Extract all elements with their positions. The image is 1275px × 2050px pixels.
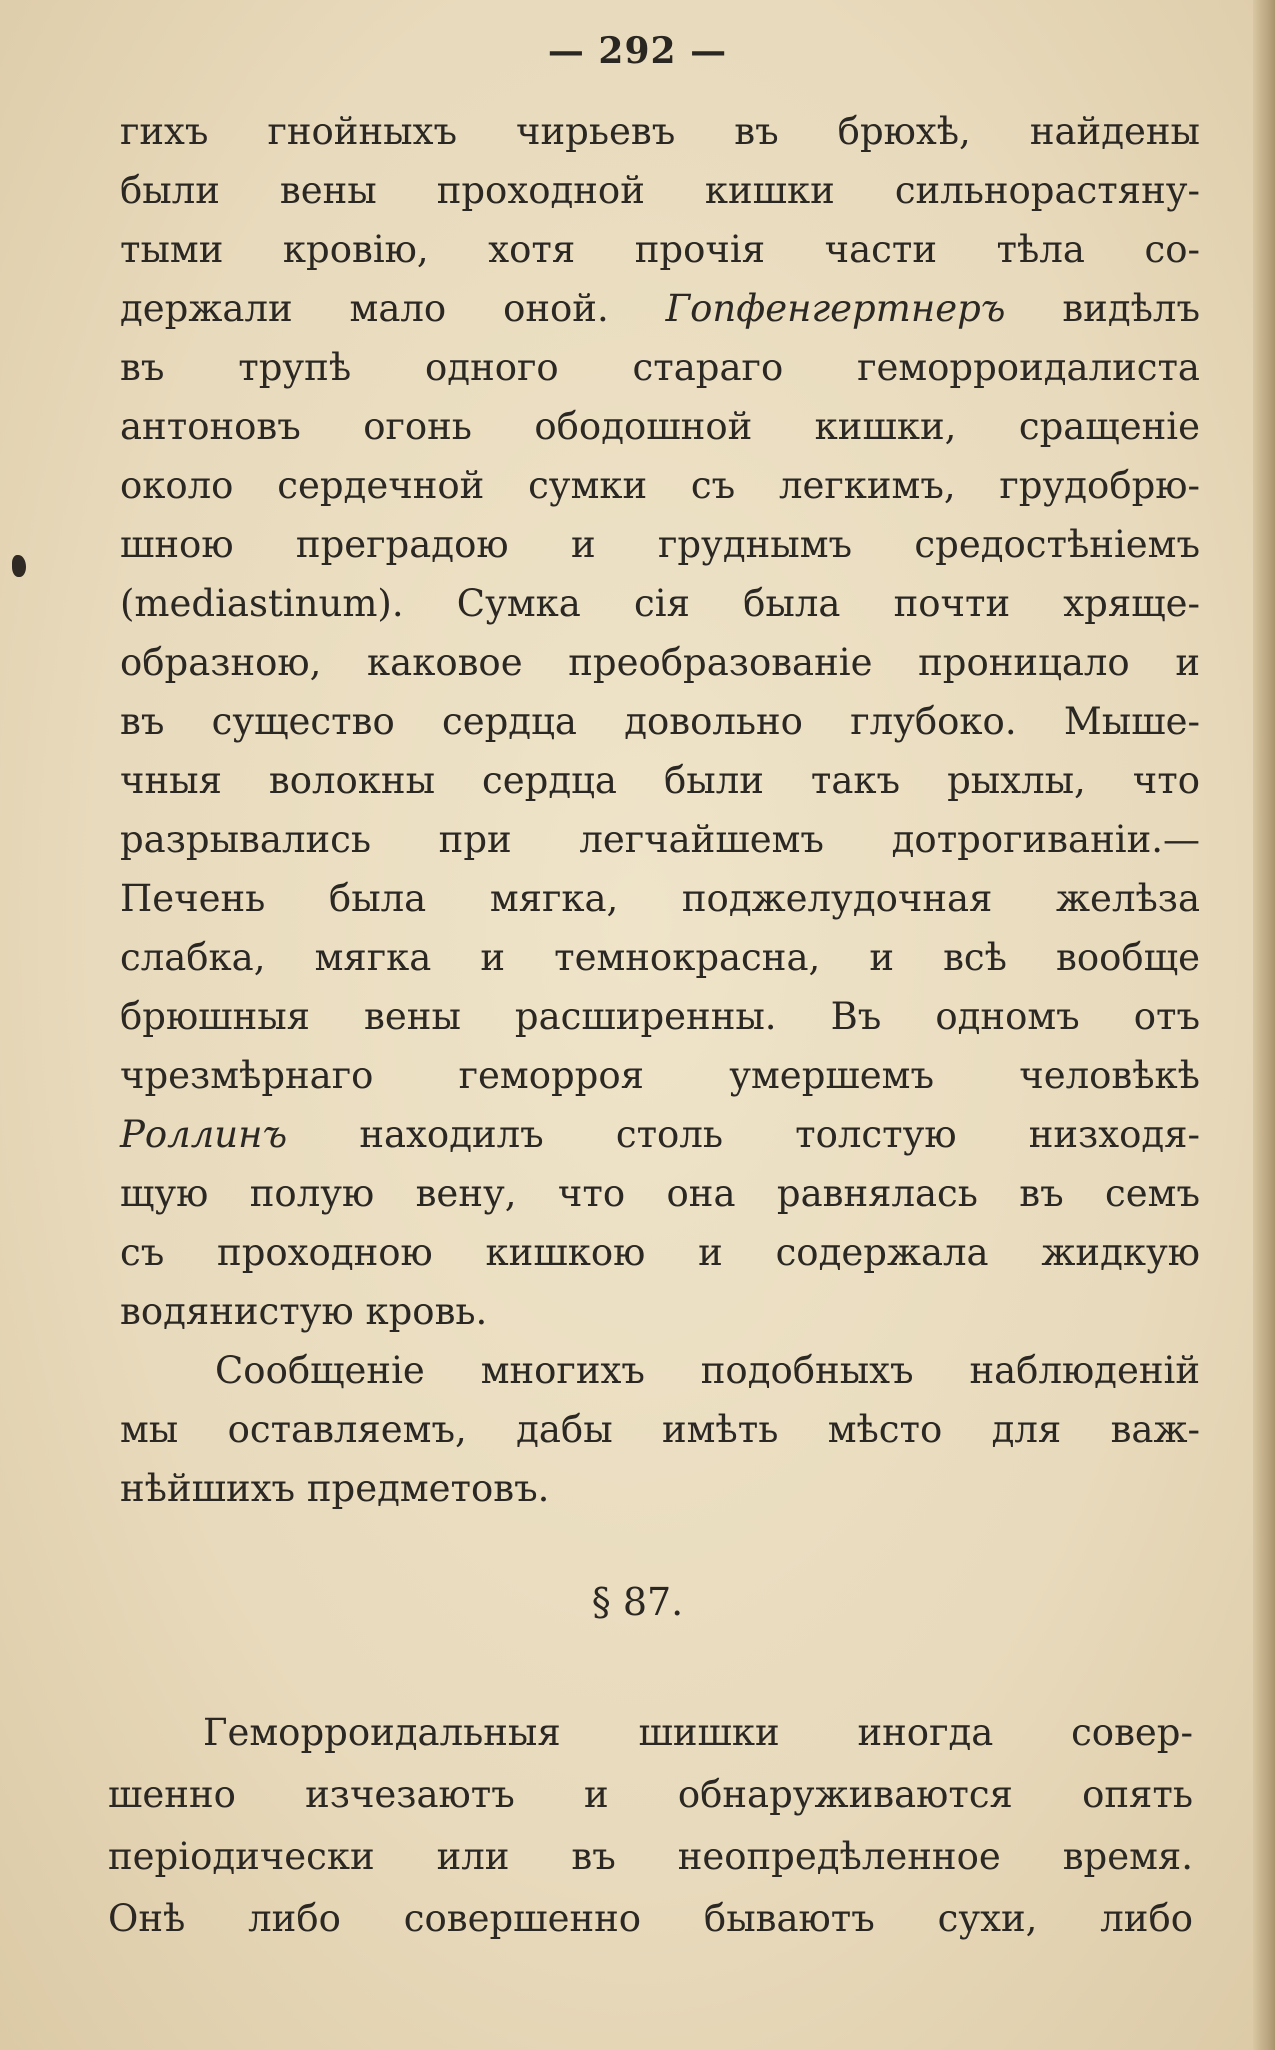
text-line: чрезмѣрнаго геморроя умершемъ человѣкѣ <box>120 1054 1200 1097</box>
paragraph-1 <box>120 102 1200 1518</box>
text-line: антоновъ огонь ободошной кишки, сращеніе <box>120 405 1200 448</box>
italic-author-name: Роллинъ <box>120 1113 288 1156</box>
text-line: шенно изчезаютъ и обнаруживаются опять <box>108 1773 1193 1816</box>
text-line: чныя волокны сердца были такъ рыхлы, что <box>120 759 1200 802</box>
text-line: шною преградою и груднымъ средостѣніемъ <box>120 523 1200 566</box>
text-line: щую полую вену, что она равнялась въ семъ <box>120 1172 1200 1215</box>
text-line: (mediastinum). Сумка сія была почти хряще- <box>120 582 1200 625</box>
text-line: съ проходною кишкою и содержала жидкую <box>120 1231 1200 1274</box>
text-line-with-italic-name: Роллинъ находилъ столь толстую низходя- <box>120 1113 1200 1156</box>
text-line: образною, каковое преобразованіе проницало и <box>120 641 1200 684</box>
text-line: Сообщеніе многихъ подобныхъ наблюденій <box>215 1349 1200 1392</box>
text-line: періодически или въ неопредѣленное время. <box>108 1835 1193 1878</box>
text-line: слабка, мягка и темнокрасна, и всѣ вообще <box>120 936 1200 979</box>
text-line: гихъ гнойныхъ чирьевъ въ брюхѣ, найдены <box>120 110 1200 153</box>
text-line: около сердечной сумки съ легкимъ, грудобрю- <box>120 464 1200 507</box>
paragraph-3 <box>108 1702 1193 1950</box>
text-line: брюшныя вены расширенны. Въ одномъ отъ <box>120 995 1200 1038</box>
text-line: въ трупѣ одного стараго геморроидалиста <box>120 346 1200 389</box>
text-line-with-italic-name: держали мало оной. Гопфенгертнеръ видѣлъ <box>120 287 1200 330</box>
text-line: въ существо сердца довольно глубоко. Мыше- <box>120 700 1200 743</box>
ink-blot <box>12 555 26 577</box>
text-line: Геморроидальныя шишки иногда совер- <box>203 1711 1193 1754</box>
text-line: Онѣ либо совершенно бываютъ сухи, либо <box>108 1897 1193 1940</box>
section-heading: § 87. <box>591 1580 684 1624</box>
text-line: тыми кровію, хотя прочія части тѣла со- <box>120 228 1200 271</box>
text-line: Печень была мягка, поджелудочная желѣза <box>120 877 1200 920</box>
italic-author-name: Гопфенгертнеръ <box>665 287 1006 330</box>
text-line: разрывались при легчайшемъ дотрогиваніи.— <box>120 818 1200 861</box>
page-number: — 292 — <box>547 30 728 72</box>
page-edge-shadow <box>1253 0 1275 2050</box>
text-line: нѣйшихъ предметовъ. <box>120 1467 550 1510</box>
text-line: водянистую кровь. <box>120 1290 488 1333</box>
text-line: мы оставляемъ, дабы имѣть мѣсто для важ- <box>120 1408 1200 1451</box>
text-line: были вены проходной кишки сильнорастяну- <box>120 169 1200 212</box>
